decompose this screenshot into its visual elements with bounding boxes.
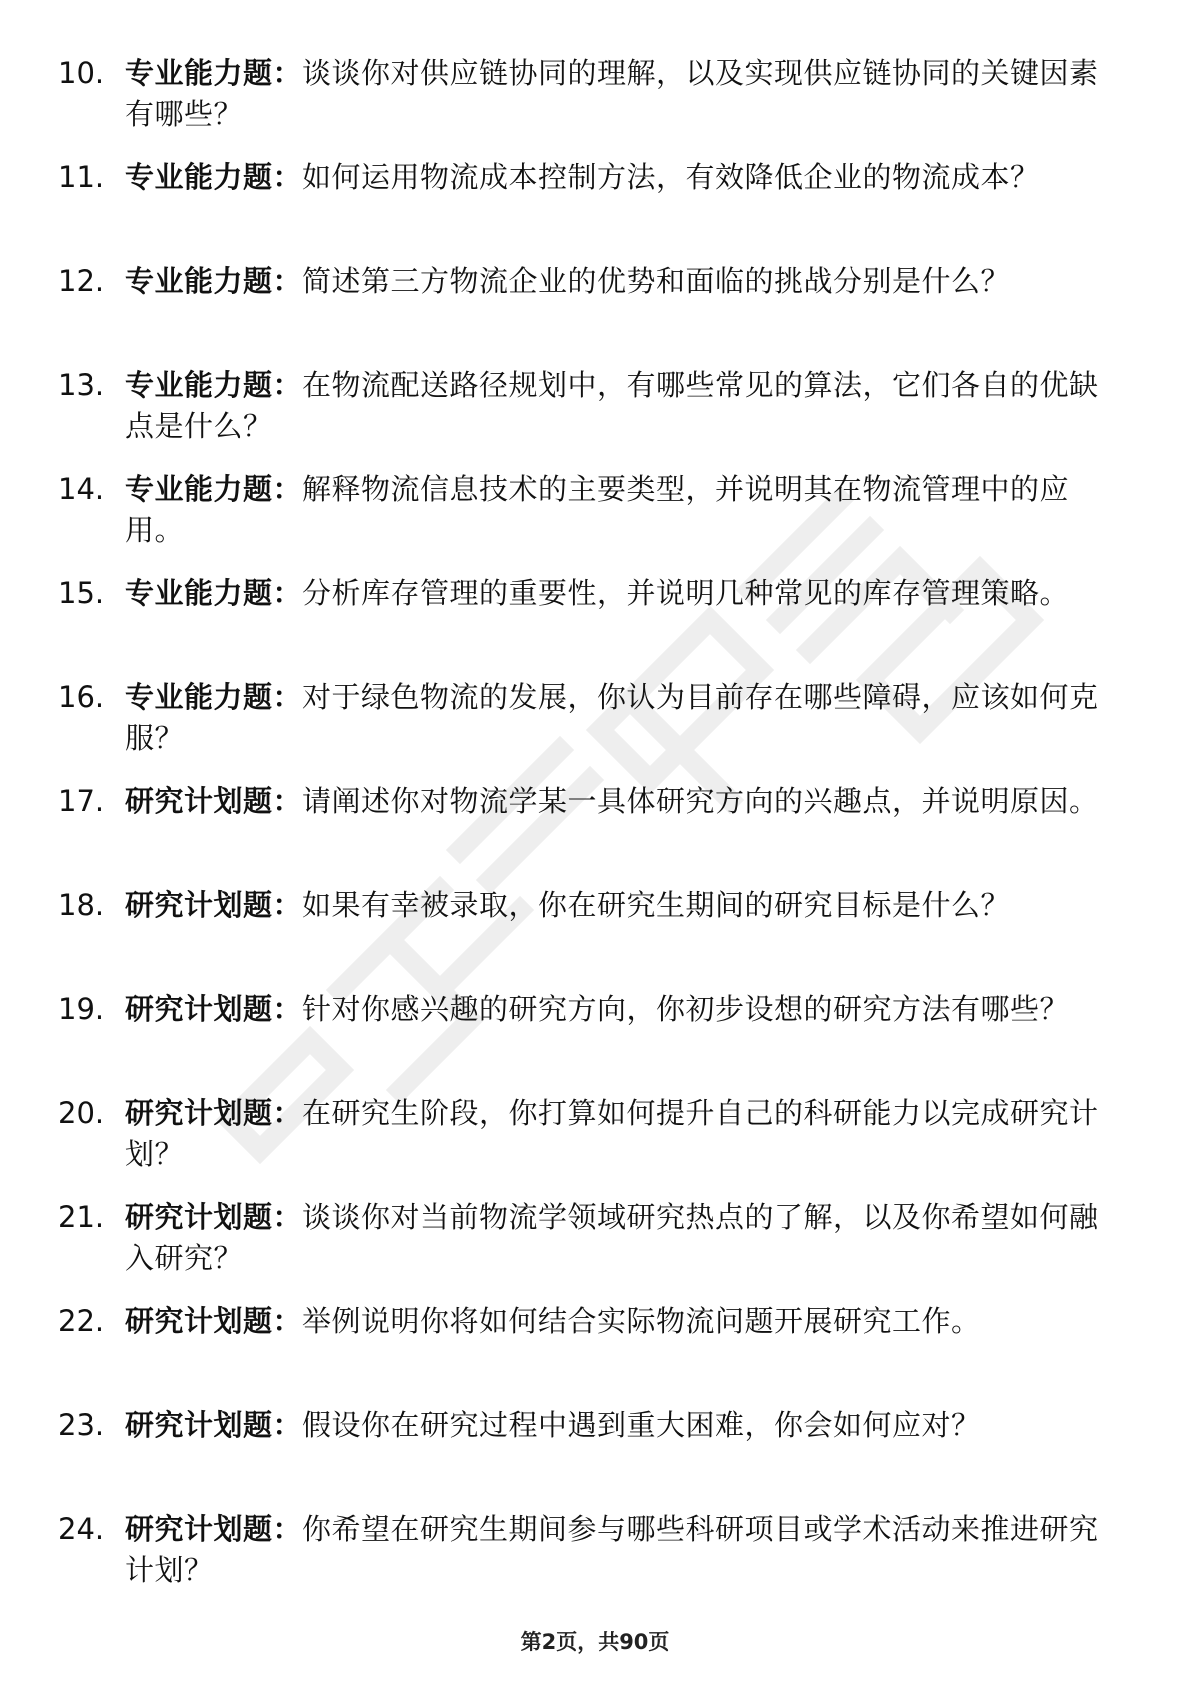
question-body	[125, 1197, 1100, 1279]
question-category: 专业能力题：	[125, 368, 303, 402]
question-body	[125, 573, 1100, 614]
question-number: 16.	[58, 680, 105, 714]
question-body	[125, 1509, 1100, 1591]
question-number: 13.	[58, 368, 105, 402]
question-number: 17.	[58, 784, 105, 818]
question-text: 在研究生阶段，你打算如何提升自己的科研能力以完成研究计划？	[125, 1096, 1099, 1171]
question-number: 11.	[58, 160, 105, 194]
question-text: 如果有幸被录取，你在研究生期间的研究目标是什么？	[302, 888, 1011, 922]
question-number: 23.	[58, 1408, 105, 1442]
page-number-footer: 第2页，共90页	[520, 1630, 670, 1654]
question-item	[58, 989, 1118, 1093]
question-text: 解释物流信息技术的主要类型，并说明其在物流管理中的应用。	[125, 472, 1070, 547]
question-number: 15.	[58, 576, 105, 610]
question-number: 22.	[58, 1304, 105, 1338]
question-category: 研究计划题：	[125, 992, 303, 1026]
question-category: 专业能力题：	[125, 576, 303, 610]
question-body	[125, 781, 1100, 822]
question-body	[125, 885, 1100, 926]
question-body	[125, 261, 1100, 302]
question-item	[58, 53, 1118, 157]
question-category: 研究计划题：	[125, 1304, 303, 1338]
question-category: 专业能力题：	[125, 160, 303, 194]
question-number: 24.	[58, 1512, 105, 1546]
question-category: 专业能力题：	[125, 680, 303, 714]
question-text: 简述第三方物流企业的优势和面临的挑战分别是什么？	[302, 264, 1011, 298]
question-item	[58, 1509, 1118, 1613]
question-body	[125, 1093, 1100, 1175]
question-text: 分析库存管理的重要性，并说明几种常见的库存管理策略。	[302, 576, 1070, 610]
question-item	[58, 781, 1118, 885]
question-text: 谈谈你对当前物流学领域研究热点的了解，以及你希望如何融入研究？	[125, 1200, 1099, 1275]
question-body	[125, 469, 1100, 551]
question-item	[58, 365, 1118, 469]
question-item	[58, 469, 1118, 573]
question-body	[125, 365, 1100, 447]
question-text: 针对你感兴趣的研究方向，你初步设想的研究方法有哪些？	[302, 992, 1070, 1026]
question-number: 21.	[58, 1200, 105, 1234]
question-text: 对于绿色物流的发展，你认为目前存在哪些障碍，应该如何克服？	[125, 680, 1099, 755]
question-text: 谈谈你对供应链协同的理解，以及实现供应链协同的关键因素有哪些？	[125, 56, 1099, 131]
question-item	[58, 1301, 1118, 1405]
question-text: 你希望在研究生期间参与哪些科研项目或学术活动来推进研究计划？	[125, 1512, 1099, 1587]
question-category: 研究计划题：	[125, 784, 303, 818]
question-body	[125, 1301, 1100, 1342]
question-body	[125, 157, 1100, 198]
question-body	[125, 53, 1100, 135]
question-item	[58, 1405, 1118, 1509]
question-body	[125, 1405, 1100, 1446]
question-item	[58, 677, 1118, 781]
question-category: 专业能力题：	[125, 56, 303, 90]
question-list	[58, 53, 1118, 1613]
question-item	[58, 1197, 1118, 1301]
question-item	[58, 157, 1118, 261]
question-text: 在物流配送路径规划中，有哪些常见的算法，它们各自的优缺点是什么？	[125, 368, 1099, 443]
question-number: 18.	[58, 888, 105, 922]
question-text: 举例说明你将如何结合实际物流问题开展研究工作。	[302, 1304, 981, 1338]
question-item	[58, 885, 1118, 989]
question-body	[125, 989, 1100, 1030]
question-category: 专业能力题：	[125, 472, 303, 506]
question-number: 20.	[58, 1096, 105, 1130]
question-category: 研究计划题：	[125, 1408, 303, 1442]
question-category: 研究计划题：	[125, 1200, 303, 1234]
question-item	[58, 1093, 1118, 1197]
question-text: 如何运用物流成本控制方法，有效降低企业的物流成本？	[302, 160, 1040, 194]
question-item	[58, 573, 1118, 677]
question-number: 12.	[58, 264, 105, 298]
question-category: 研究计划题：	[125, 888, 303, 922]
question-category: 专业能力题：	[125, 264, 303, 298]
question-number: 14.	[58, 472, 105, 506]
question-number: 10.	[58, 56, 105, 90]
question-category: 研究计划题：	[125, 1512, 303, 1546]
question-text: 假设你在研究过程中遇到重大困难，你会如何应对？	[302, 1408, 981, 1442]
question-body	[125, 677, 1100, 759]
question-category: 研究计划题：	[125, 1096, 303, 1130]
question-item	[58, 261, 1118, 365]
question-text: 请阐述你对物流学某一具体研究方向的兴趣点，并说明原因。	[302, 784, 1099, 818]
question-number: 19.	[58, 992, 105, 1026]
